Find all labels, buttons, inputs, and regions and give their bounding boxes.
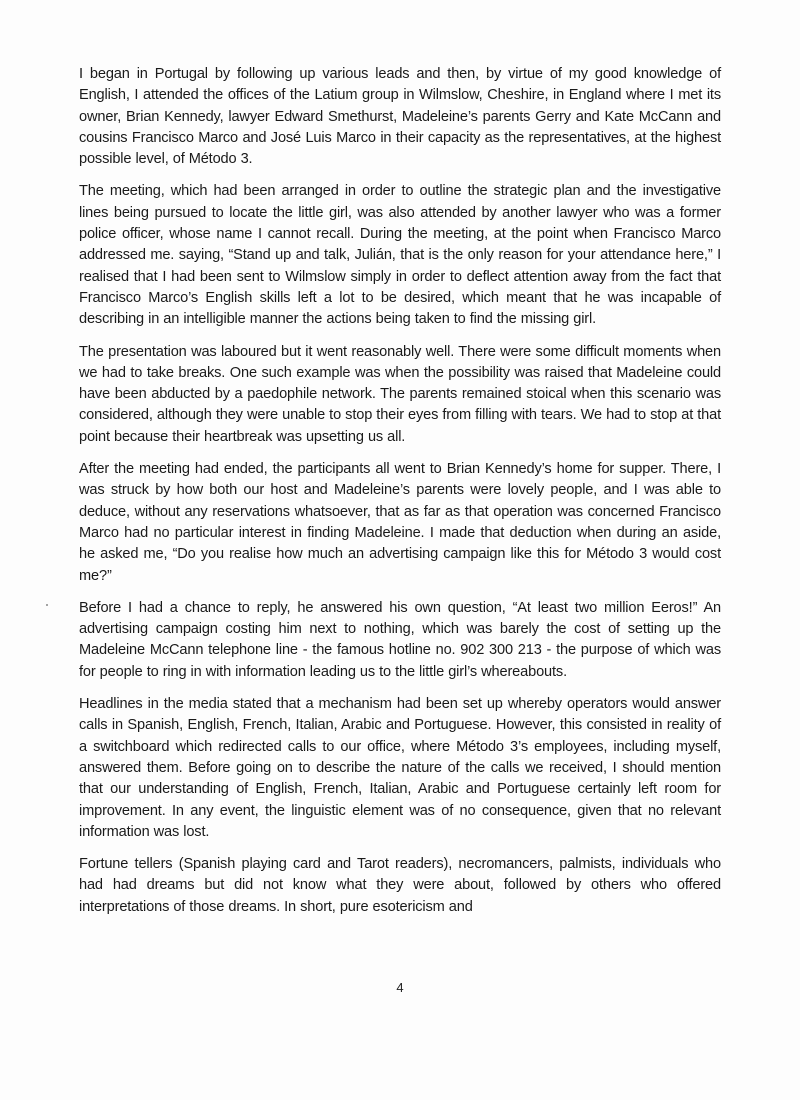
paragraph-7: Fortune tellers (Spanish playing card and Tarot readers), necromancers, palmists, individuals who had had dreams but did not know what they were about, followed by others who offered interpretations of those dreams. In short, pure esotericism and: [79, 856, 721, 915]
paragraph-5: Before I had a chance to reply, he answered his own question, “At least two million Eeros!” An advertising campaign costing him next to nothing, which was barely the cost of setting up the Madeleine McCann telephone line - the famous hotline no. 902 300 213 - the purpose of which was for people to ring in with information leading us to the little girl’s whereabouts.: [79, 599, 721, 680]
paragraph-4: After the meeting had ended, the participants all went to Brian Kennedy’s home for supper. There, I was struck by how both our host and Madeleine’s parents were lovely people, and I was able to deduce, without any reservations whatsoever, that as far as that operation was concerned Francisco Marco had no particular interest in finding Madeleine. I made that deduction when during an aside, he asked me, “Do you realise how much an advertising campaign like this for Método 3 would cost me?”: [79, 461, 721, 584]
paragraph-1: I began in Portugal by following up various leads and then, by virtue of my good knowledge of English, I attended the offices of the Latium group in Wilmslow, Cheshire, in England where I met its owner, Brian Kennedy, lawyer Edward Smethurst, Madeleine’s parents Gerry and Kate McCann and cousins Francisco Marco and José Luis Marco in their capacity as the representatives, at the highest possible level, of Método 3.: [79, 66, 721, 168]
paragraph-2: The meeting, which had been arranged in order to outline the strategic plan and the investigative lines being pursued to locate the little girl, was also attended by another lawyer who was a former police officer, whose name I cannot recall. During the meeting, at the point when Francisco Marco addressed me. saying, “Stand up and talk, Julián, that is the only reason for your attendance here,” I realised that I had been sent to Wilmslow simply in order to deflect attention away from the fact that Francisco Marco’s English skills left a lot to be desired, which meant that he was incapable of describing in an intelligible manner the actions being taken to find the missing girl.: [79, 183, 721, 328]
scan-speck: [46, 604, 48, 606]
page-number: 4: [396, 980, 404, 995]
body-text: [79, 64, 721, 929]
paragraph-3: The presentation was laboured but it went reasonably well. There were some difficult moments when we had to take breaks. One such example was when the possibility was raised that Madeleine could have been abducted by a paedophile network. The parents remained stoical when this scenario was considered, although they were unable to stop their eyes from filling with tears. We had to stop at that point because their heartbreak was upsetting us all.: [79, 343, 721, 445]
paragraph-6: Headlines in the media stated that a mechanism had been set up whereby operators would answer calls in Spanish, English, French, Italian, Arabic and Portuguese. However, this consisted in reality of a switchboard which redirected calls to our office, where Método 3’s employees, including myself, answered them. Before going on to describe the nature of the calls we received, I should mention that our understanding of English, French, Italian, Arabic and Portuguese certainly left room for improvement. In any event, the linguistic element was of no consequence, given that no relevant information was lost.: [79, 696, 721, 840]
